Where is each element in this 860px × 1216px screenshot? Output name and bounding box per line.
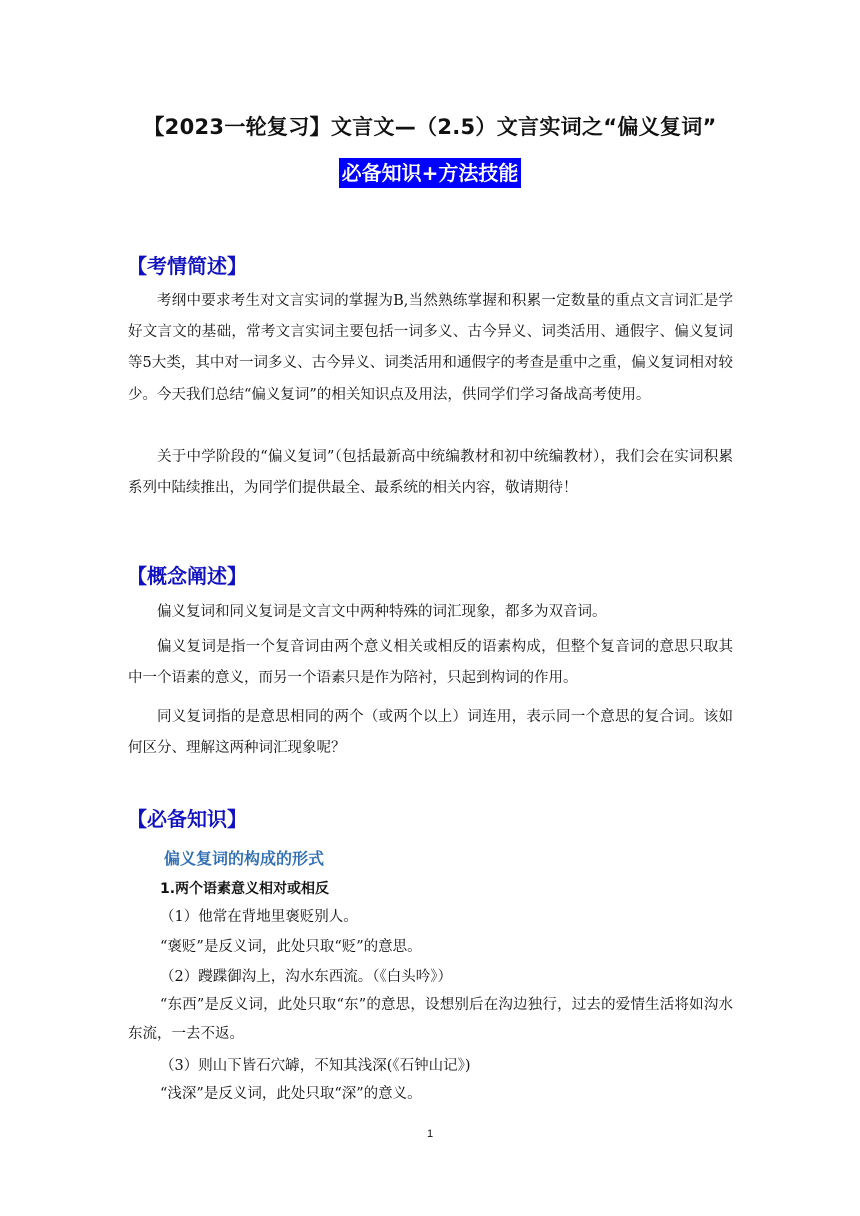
section-heading-exam-overview: 【考情简述】 — [127, 254, 247, 278]
paragraph: 关于中学阶段的“偏义复词”（包括最新高中统编教材和初中统编教材），我们会在实词积累系列中陆续推出，为同学们提供最全、最系统的相关内容，敬请期待！ — [128, 449, 733, 497]
example-note: “东西”是反义词，此处只取“东”的意思，设想别后在沟边独行，过去的爱情生活将如沟水东流，一去不返。 — [128, 997, 733, 1042]
subtitle-container — [0, 158, 860, 188]
section-heading-essential-knowledge: 【必备知识】 — [127, 807, 247, 831]
example-note: “褒贬”是反义词，此处只取“贬”的意思。 — [160, 939, 422, 955]
page-title: 【2023一轮复习】文言文—（2.5）文言实词之“偏义复词” — [143, 115, 717, 139]
paragraph: 偏义复词和同义复词是文言文中两种特殊的词汇现象，都多为双音词。 — [157, 604, 607, 620]
paragraph: 考纲中要求考生对文言实词的掌握为B,当然熟练掌握和积累一定数量的重点文言词汇是学好文言文的基础，常考文言实词主要包括一词多义、古今异义、词类活用、通假字、偏义复词等5大类，其中对一词多义、古今异义、词类活用和通假字的考查是重中之重，偏义复词相对较少。今天我们总结“偏义复词”的相关知识点及用法，供同学们学习备战高考使用。 — [128, 293, 733, 403]
page-number: 1 — [426, 1128, 434, 1140]
point-heading: 1.两个语素意义相对或相反 — [160, 881, 330, 897]
example-line: （2）躞蹀御沟上，沟水东西流。（《白头吟》） — [160, 969, 452, 985]
page-subtitle: 必备知识+方法技能 — [339, 158, 522, 188]
example-line: （1）他常在背地里褒贬别人。 — [160, 909, 358, 925]
example-line: （3）则山下皆石穴罅，不知其浅深(《石钟山记》) — [160, 1058, 471, 1074]
paragraph: 同义复词指的是意思相同的两个（或两个以上）词连用，表示同一个意思的复合词。该如何区分、理解这两种词汇现象呢？ — [128, 709, 733, 757]
example-note: “浅深”是反义词，此处只取“深”的意义。 — [160, 1086, 422, 1102]
subheading: 偏义复词的构成的形式 — [164, 849, 325, 868]
paragraph: 偏义复词是指一个复音词由两个意义相关或相反的语素构成，但整个复音词的意思只取其中一个语素的意义，而另一个语素只是作为陪衬，只起到构词的作用。 — [128, 639, 733, 687]
section-heading-concept: 【概念阐述】 — [127, 564, 247, 588]
